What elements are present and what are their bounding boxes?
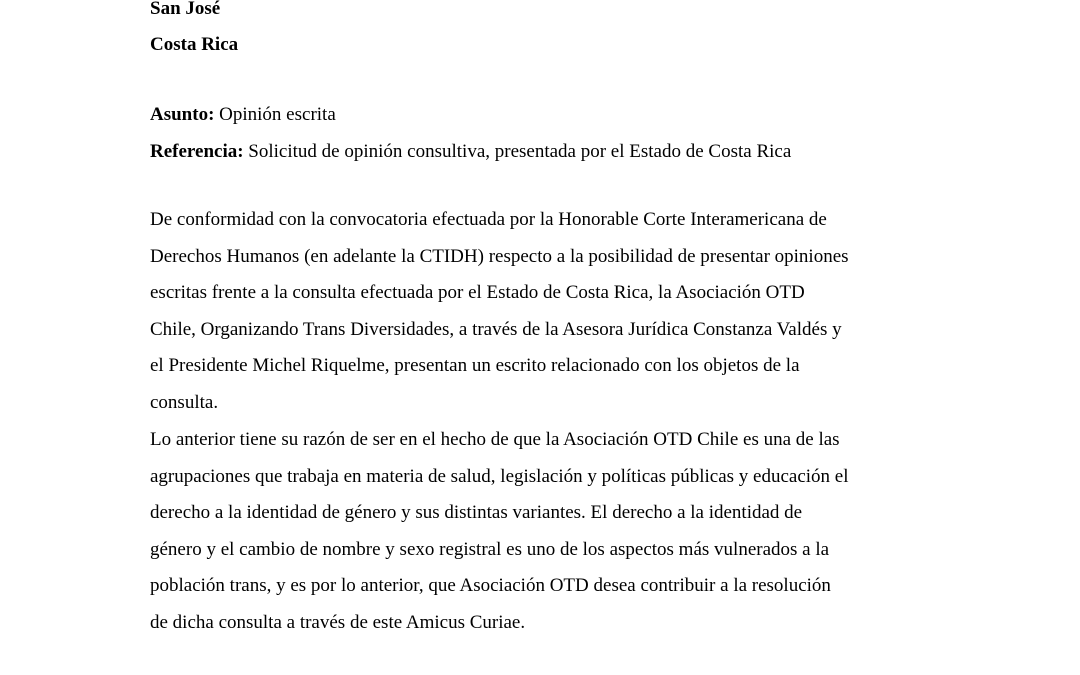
reference-value: Solicitud de opinión consultiva, presentada por el Estado de Costa Rica [248,141,792,162]
address-country: Costa Rica [150,34,239,55]
paragraph-convocatoria [150,202,935,422]
address-city: San José [150,0,221,19]
paragraph-line: género y el cambio de nombre y sexo registral es uno de los aspectos más vulnerados a la [150,538,830,560]
paragraph-line: agrupaciones que trabaja en materia de salud, legislación y políticas públicas y educación el [150,465,849,487]
paragraph-line: derecho a la identidad de género y sus distintas variantes. El derecho a la identidad de [150,502,803,524]
reference-label: Referencia: [150,141,244,162]
subject-line [150,103,336,127]
paragraph-line: Chile, Organizando Trans Diversidades, a través de la Asesora Jurídica Constanza Valdés y [150,318,842,340]
paragraph-razon [150,422,935,642]
paragraph-line: el Presidente Michel Riquelme, presentan un escrito relacionado con los objetos de la [150,355,800,377]
paragraph-line: consulta. [150,391,219,413]
paragraph-line: De conformidad con la convocatoria efectuada por la Honorable Corte Interamericana de [150,209,827,230]
paragraph-line: población trans, y es por lo anterior, que Asociación OTD desea contribuir a la resolución [150,575,831,597]
subject-label: Asunto: [150,104,215,125]
paragraph-line: Lo anterior tiene su razón de ser en el hecho de que la Asociación OTD Chile es una de las [150,429,840,450]
reference-line [150,140,791,164]
paragraph-line: de dicha consulta a través de este Amicus Curiae. [150,611,526,633]
paragraph-line: Derechos Humanos (en adelante la CTIDH) respecto a la posibilidad de presentar opiniones [150,245,849,267]
paragraph-line: escritas frente a la consulta efectuada por el Estado de Costa Rica, la Asociación OTD [150,282,805,304]
subject-value: Opinión escrita [219,104,336,125]
